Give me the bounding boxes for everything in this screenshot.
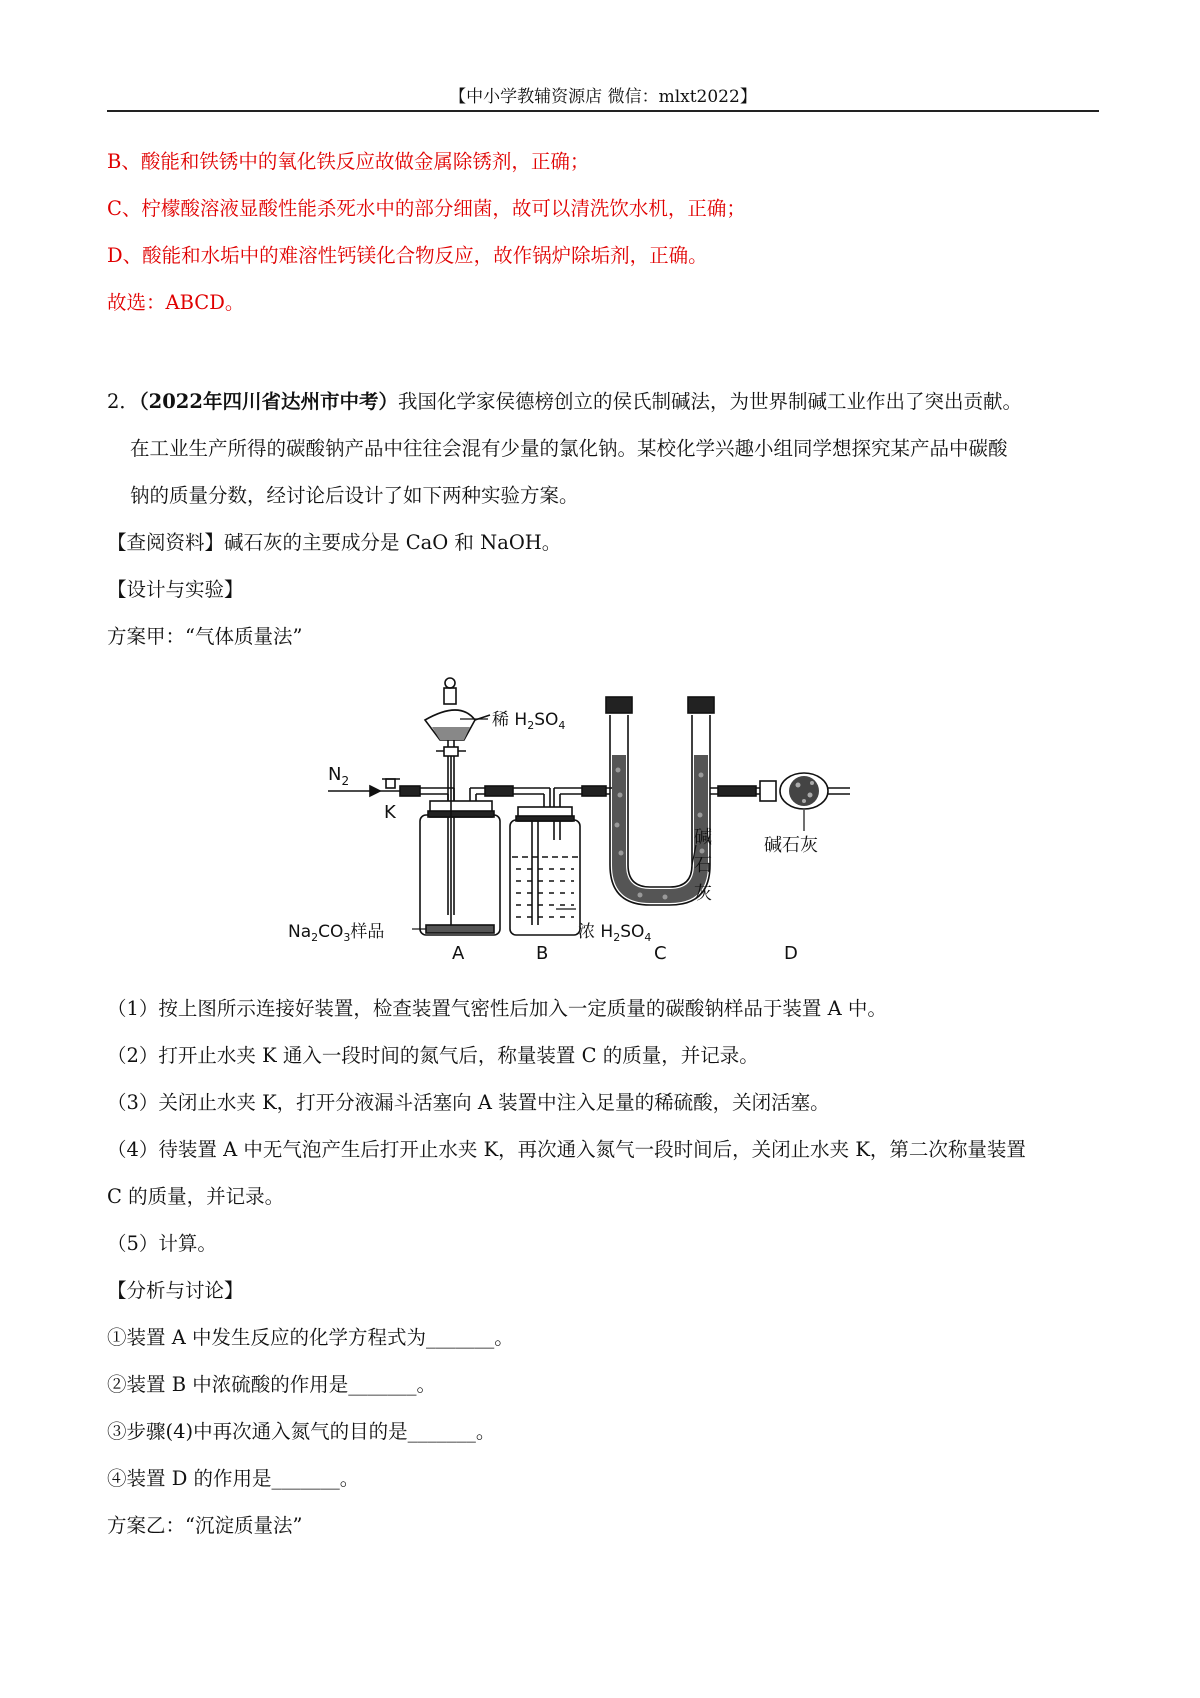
analysis-title: 【分析与讨论】	[107, 1279, 244, 1302]
step-4b: C 的质量，并记录。	[107, 1185, 285, 1208]
sodalime-c-label-1: 碱	[694, 827, 712, 848]
step-3: （3）关闭止水夹 K，打开分液漏斗活塞向 A 装置中注入足量的稀硫酸，关闭活塞。	[107, 1091, 830, 1114]
sample-powder	[426, 925, 494, 933]
sodalime-d-label: 碱石灰	[764, 835, 818, 856]
question-intro-1: 我国化学家侯德榜创立的侯氏制碱法，为世界制碱工业作出了突出贡献。	[397, 390, 1022, 413]
funnel-stopper	[444, 688, 456, 704]
answer-b: B、酸能和铁锈中的氧化铁反应故做金属除锈剂，正确；	[107, 150, 590, 173]
drying-tube-d	[760, 781, 776, 801]
rubber-tube-1	[400, 786, 420, 796]
u-tube-stopper-left	[606, 697, 632, 713]
page-header: 【中小学教辅资源店 微信：mlxt2022】	[449, 87, 757, 107]
question-source: （2022年四川省达州市中考）	[138, 390, 398, 413]
analysis-q2: ②装置 B 中浓硫酸的作用是_______。	[107, 1373, 436, 1396]
label-a: A	[452, 943, 465, 964]
n2-sub: 2	[341, 774, 350, 788]
question-number: 2．	[107, 390, 139, 413]
answer-d: D、酸能和水垢中的难溶性钙镁化合物反应，故作锅炉除垢剂，正确。	[107, 244, 708, 267]
plan-a-title: 方案甲：“气体质量法”	[107, 625, 303, 648]
label-d: D	[784, 943, 798, 964]
k-label: K	[384, 802, 396, 823]
stopcock-k	[386, 779, 395, 788]
svg-text:N2	[328, 764, 349, 788]
dilute-acid-label: 稀 H	[492, 710, 528, 730]
rubber-tube-2	[485, 786, 513, 796]
header-rule	[107, 110, 1099, 112]
material-line: 【查阅资料】碱石灰的主要成分是 CaO 和 NaOH。	[107, 531, 562, 554]
svg-text:浓 H2SO4: 浓 $H_2SO_4$	[578, 922, 652, 944]
label-c: C	[654, 943, 667, 964]
rubber-tube-4	[718, 786, 756, 796]
bottle-a	[420, 815, 500, 935]
analysis-q1: ①装置 A 中发生反应的化学方程式为_______。	[107, 1326, 514, 1349]
rubber-tube-3	[582, 786, 606, 796]
svg-text:稀 H2SO4: 稀 $H_2SO_4$	[492, 710, 566, 732]
answer-choice: 故选：ABCD。	[107, 291, 245, 314]
n2-label: N	[328, 764, 342, 785]
design-heading: 【设计与实验】	[107, 578, 244, 601]
svg-text:Na2CO3样品: $Na_2CO_3$样品	[288, 922, 385, 944]
plan-b-title: 方案乙：“沉淀质量法”	[107, 1514, 303, 1537]
question-intro-3: 钠的质量分数，经讨论后设计了如下两种实验方案。	[130, 484, 579, 507]
question-intro-2: 在工业生产所得的碳酸钠产品中往往会混有少量的氯化钠。某校化学兴趣小组同学想探究某产品中碳酸	[130, 437, 1008, 460]
sample-label: Na	[288, 922, 312, 942]
step-2: （2）打开止水夹 K 通入一段时间的氮气后，称量装置 C 的质量，并记录。	[107, 1044, 759, 1067]
sodalime-c-label-3: 灰	[694, 883, 712, 904]
u-tube-stopper-right	[688, 697, 714, 713]
sodalime-c-label-2: 石	[694, 855, 712, 876]
answer-c: C、柠檬酸溶液显酸性能杀死水中的部分细菌，故可以清洗饮水机，正确；	[107, 197, 746, 220]
n2-arrow-head	[370, 786, 380, 796]
step-1: （1）按上图所示连接好装置，检查装置气密性后加入一定质量的碳酸钠样品于装置 A 中。	[107, 997, 887, 1020]
question-heading	[107, 392, 1022, 412]
step-4a: （4）待装置 A 中无气泡产生后打开止水夹 K，再次通入氮气一段时间后，关闭止水夹 K，第二次称量装置	[107, 1138, 1026, 1161]
analysis-q3: ③步骤(4)中再次通入氮气的目的是_______。	[107, 1420, 496, 1443]
conc-acid-label: 浓 H	[578, 922, 614, 942]
apparatus-diagram	[288, 675, 940, 965]
analysis-q4: ④装置 D 的作用是_______。	[107, 1467, 360, 1490]
label-b: B	[536, 943, 549, 964]
step-5: （5）计算。	[107, 1232, 217, 1255]
